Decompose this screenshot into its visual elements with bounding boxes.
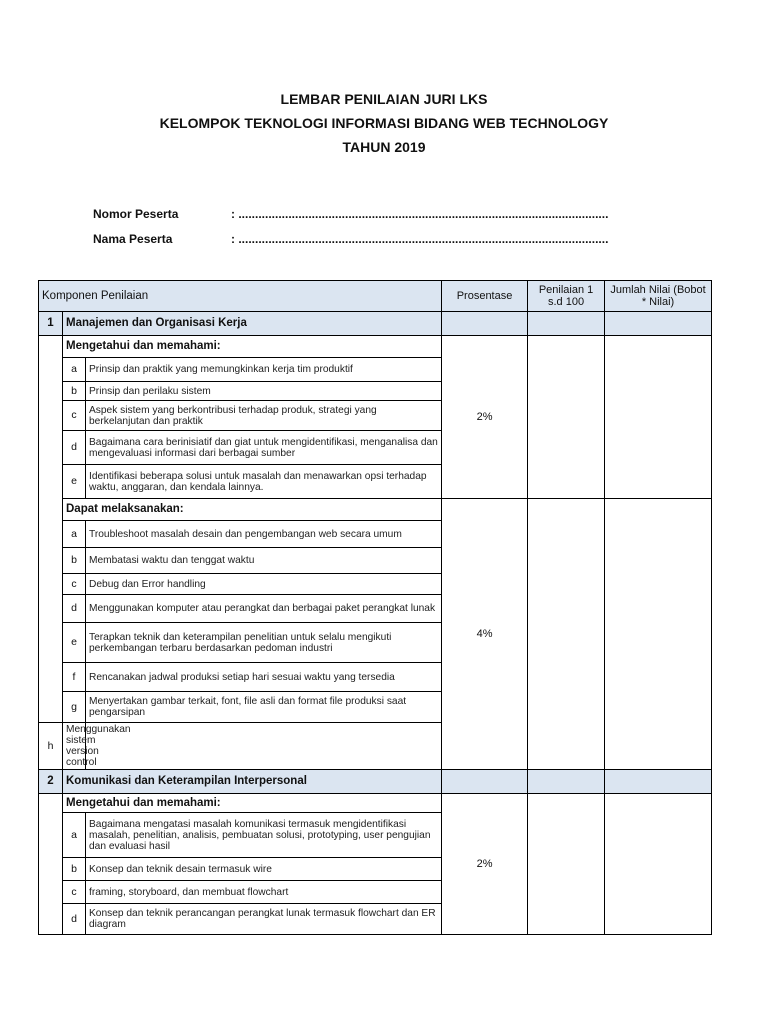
nama-peserta-label: Nama Peserta bbox=[93, 232, 173, 246]
section-row bbox=[39, 770, 712, 794]
item-text: Troubleshoot masalah desain dan pengembangan web secara umum bbox=[86, 521, 442, 548]
section-number: 1 bbox=[39, 312, 63, 336]
item-text: Prinsip dan perilaku sistem bbox=[86, 382, 442, 401]
nomor-peserta-label: Nomor Peserta bbox=[93, 207, 179, 221]
item-text: Prinsip dan praktik yang memungkinkan kerja tim produktif bbox=[86, 358, 442, 382]
item-text: Menyertakan gambar terkait, font, file asli dan format file produksi saat pengarsipan bbox=[86, 692, 442, 723]
nama-peserta-field bbox=[93, 232, 608, 246]
item-letter: g bbox=[63, 692, 86, 723]
penilaian-input-cell[interactable] bbox=[528, 794, 605, 935]
group-title: Mengetahui dan memahami: bbox=[63, 336, 442, 358]
item-letter: c bbox=[63, 574, 86, 595]
item-text: Bagaimana mengatasi masalah komunikasi termasuk mengidentifikasi masalah, penelitian, analisis, pembuatan solusi, prototyping, user pengujian dan evaluasi hasil bbox=[86, 813, 442, 858]
header-prosentase: Prosentase bbox=[442, 281, 528, 312]
nama-peserta-value[interactable]: : ............................................................................................................... bbox=[231, 232, 609, 246]
group-title-row bbox=[39, 794, 712, 813]
section-penilaian-cell bbox=[528, 312, 605, 336]
item-text: Identifikasi beberapa solusi untuk masalah dan menawarkan opsi terhadap waktu, anggaran, dan kendala lainnya. bbox=[86, 465, 442, 499]
item-letter: a bbox=[63, 521, 86, 548]
item-letter: a bbox=[63, 358, 86, 382]
item-text: Debug dan Error handling bbox=[86, 574, 442, 595]
item-text: Menggunakan komputer atau perangkat dan berbagai paket perangkat lunak bbox=[86, 595, 442, 623]
section-prosentase-cell bbox=[442, 312, 528, 336]
item-text: Rencanakan jadwal produksi setiap hari sesuai waktu yang tersedia bbox=[86, 663, 442, 692]
item-letter: c bbox=[63, 881, 86, 904]
group-title-row bbox=[39, 499, 712, 521]
group-percent: 2% bbox=[442, 336, 528, 499]
header-komponen: Komponen Penilaian bbox=[39, 281, 442, 312]
item-letter: f bbox=[63, 663, 86, 692]
item-letter: d bbox=[63, 904, 86, 935]
jumlah-nilai-cell[interactable] bbox=[605, 499, 712, 770]
section-title: Komunikasi dan Keterampilan Interpersonal bbox=[63, 770, 442, 794]
group-title: Dapat melaksanakan: bbox=[63, 499, 442, 521]
item-text: Konsep dan teknik desain termasuk wire bbox=[86, 858, 442, 881]
group-title: Mengetahui dan memahami: bbox=[63, 794, 442, 813]
item-text: Aspek sistem yang berkontribusi terhadap produk, strategi yang berkelanjutan dan praktik bbox=[86, 401, 442, 431]
section-spacer-cell bbox=[39, 336, 63, 723]
item-text: framing, storyboard, dan membuat flowchart bbox=[86, 881, 442, 904]
jumlah-nilai-cell[interactable] bbox=[605, 336, 712, 499]
group-percent: 4% bbox=[442, 499, 528, 770]
item-letter: e bbox=[63, 623, 86, 663]
penilaian-input-cell[interactable] bbox=[528, 499, 605, 770]
document-title-line-1: LEMBAR PENILAIAN JURI LKS bbox=[280, 91, 488, 107]
header-penilaian: Penilaian 1 s.d 100 bbox=[528, 281, 605, 312]
section-jumlah-cell bbox=[605, 770, 712, 794]
section-penilaian-cell bbox=[528, 770, 605, 794]
item-text: Menggunakan sistem version control bbox=[63, 723, 86, 770]
group-title-row bbox=[39, 336, 712, 358]
item-letter: c bbox=[63, 401, 86, 431]
item-text: Bagaimana cara berinisiatif dan giat untuk mengidentifikasi, menganalisa dan mengevaluasi informasi dari berbagai sumber bbox=[86, 431, 442, 465]
item-text: Terapkan teknik dan keterampilan penelitian untuk selalu mengikuti perkembangan terbaru berdasarkan pedoman industri bbox=[86, 623, 442, 663]
section-prosentase-cell bbox=[442, 770, 528, 794]
group-percent: 2% bbox=[442, 794, 528, 935]
header-jumlah: Jumlah Nilai (Bobot * Nilai) bbox=[605, 281, 712, 312]
item-letter: b bbox=[63, 548, 86, 574]
assessment-table bbox=[38, 280, 712, 935]
item-text: Membatasi waktu dan tenggat waktu bbox=[86, 548, 442, 574]
jumlah-nilai-cell[interactable] bbox=[605, 794, 712, 935]
document-title-line-3: TAHUN 2019 bbox=[342, 139, 426, 155]
item-letter: e bbox=[63, 465, 86, 499]
table-header-row bbox=[39, 281, 712, 312]
section-jumlah-cell bbox=[605, 312, 712, 336]
document-title-line-2: KELOMPOK TEKNOLOGI INFORMASI BIDANG WEB TECHNOLOGY bbox=[159, 115, 609, 131]
item-letter: h bbox=[39, 723, 63, 770]
item-letter: a bbox=[63, 813, 86, 858]
item-letter: d bbox=[63, 595, 86, 623]
nomor-peserta-field bbox=[93, 207, 608, 221]
section-title: Manajemen dan Organisasi Kerja bbox=[63, 312, 442, 336]
section-spacer-cell bbox=[39, 794, 63, 935]
section-row bbox=[39, 312, 712, 336]
item-letter: d bbox=[63, 431, 86, 465]
item-letter: b bbox=[63, 382, 86, 401]
section-number: 2 bbox=[39, 770, 63, 794]
penilaian-input-cell[interactable] bbox=[528, 336, 605, 499]
item-text: Konsep dan teknik perancangan perangkat lunak termasuk flowchart dan ER diagram bbox=[86, 904, 442, 935]
item-letter: b bbox=[63, 858, 86, 881]
nomor-peserta-value[interactable]: : ............................................................................................................... bbox=[231, 207, 609, 221]
